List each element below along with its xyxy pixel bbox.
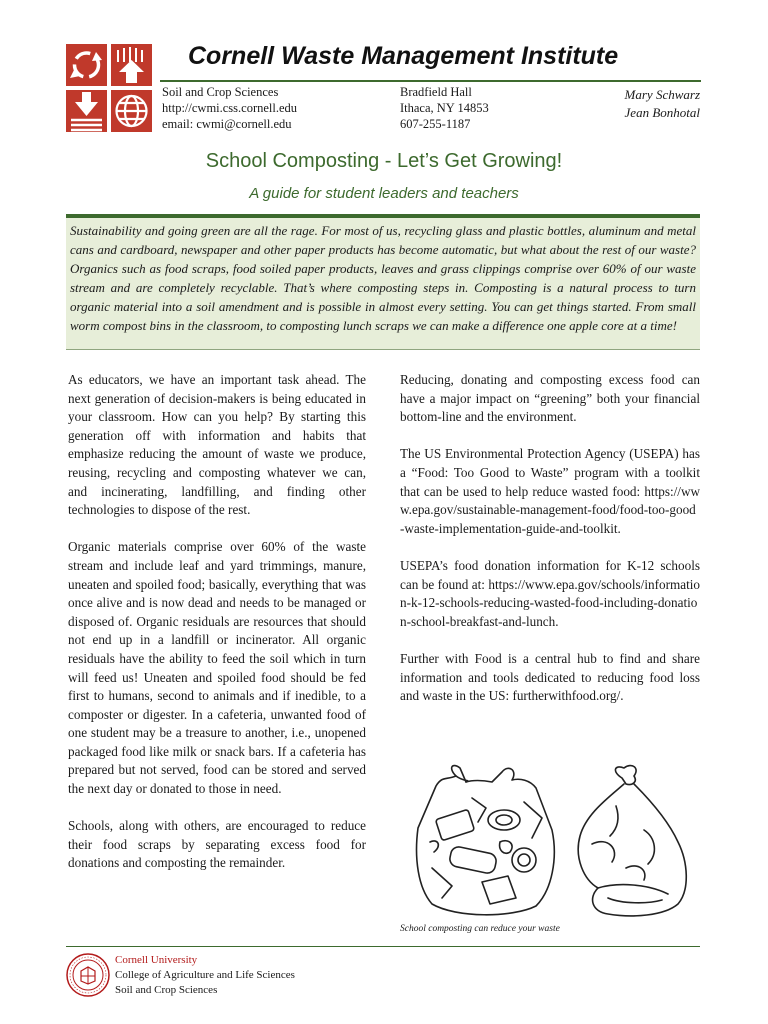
header-building: Bradfield Hall [400,85,472,99]
header-authors [560,86,700,122]
right-column [400,371,700,724]
trash-bags-illustration [412,758,692,918]
header-contact-column [162,84,297,132]
document-title: School Composting - Let’s Get Growing! [205,150,563,172]
institute-name: Cornell Waste Management Institute [188,42,619,70]
left-column [68,371,366,892]
epa-toolkit-text: The US Environmental Protection Agency (USEPA) has a “Food: Too Good to Waste” program with a toolkit that can be used to help reduce wasted food: [400,446,700,499]
header-divider [160,80,701,82]
body-paragraph: Organic materials comprise over 60% of the waste stream and include leaf and yard trimmings, manure, uneaten and spoiled food; basically, everything that was once alive and is now dead and needs to be managed or disposed of. Organic residuals are resources that should not end up in a landfill or incinerator. All organic residuals have the ability to feed the soil which in turn will feed us! Uneaten and spoiled food should be fed first to humans, second to animals and if inedible, to a composter or digester. In a cafeteria, unwanted food of one student may be a treasure to another, i.e., unopened packaged food like milk or snack bars. If a cafeteria has prepared but not served, food can be stored and served the next day or donated to those in need. [68,539,366,797]
body-paragraph: Reducing, donating and composting excess food can have a major impact on “greening” both your financial bottom-line and the environment. [400,372,700,425]
epa-toolkit-link[interactable]: https://www.epa.gov/sustainable-management-food/food-too-good-waste-implementation-guide-and-toolkit. [400,483,700,536]
epa-donation-link[interactable]: https://www.epa.gov/schools/information-k-12-schools-reducing-wasted-food-including-donation-school-breakfast-and-lunch. [400,576,701,629]
author-name: Jean Bonhotal [624,105,700,120]
header-city: Ithaca, NY 14853 [400,101,489,115]
header-email-link[interactable]: email: cwmi@cornell.edu [162,117,292,131]
header-website-link[interactable]: http://cwmi.css.cornell.edu [162,101,298,115]
footer-divider [66,946,700,947]
author-name: Mary Schwarz [624,87,700,102]
body-paragraph: As educators, we have an important task ahead. The next generation of decision-makers is being educated in your classroom. How can you help? By starting this generation off with information and habits that emphasize reducing the amount of waste we produce, reusing, recycling and composting whatever we can, and incinerating, landfilling, and finding other technologies to dispose of the rest. [68,372,366,518]
header-phone: 607-255-1187 [400,117,471,131]
footer-college: College of Agriculture and Life Sciences [115,969,295,981]
cornell-seal-icon [66,953,110,997]
footer-university: Cornell University [115,954,198,966]
footer-text [115,953,295,998]
body-paragraph: Further with Food is a central hub to find and share information and tools dedicated to reducing food loss and waste in the US: furtherwithfood.org/. [400,650,700,704]
image-caption: School composting can reduce your waste [400,924,560,934]
body-paragraph [400,445,700,538]
header-address-column [400,84,489,132]
document-subtitle: A guide for student leaders and teachers [249,185,519,202]
cwmi-logo-icon [66,44,152,132]
header-department: Soil and Crop Sciences [162,85,279,99]
intro-box [66,214,700,350]
epa-donation-text: USEPA’s food donation information for K-12 schools can be found at: [400,557,700,592]
body-paragraph [400,557,700,631]
body-paragraph: Schools, along with others, are encouraged to reduce their food scraps by separating excess food for donations and composting the remainder. [68,818,366,871]
intro-paragraph: Sustainability and going green are all the rage. For most of us, recycling glass and plastic bottles, aluminum and metal cans and cardboard, newspaper and other paper products has become automatic, but what about the rest of our waste? Organics such as food scraps, food soiled paper products, leaves and grass clippings comprise over 60% of our waste stream and are completely recyclable. That’s where composting steps in. Composting is a natural process to turn organic material into a soil amendment and is possible in almost every setting. You can get things started. From small worm compost bins in the classroom, to composting lunch scraps we can make a difference one apple core at a time! [70,223,696,333]
footer-department: Soil and Crop Sciences [115,984,218,996]
